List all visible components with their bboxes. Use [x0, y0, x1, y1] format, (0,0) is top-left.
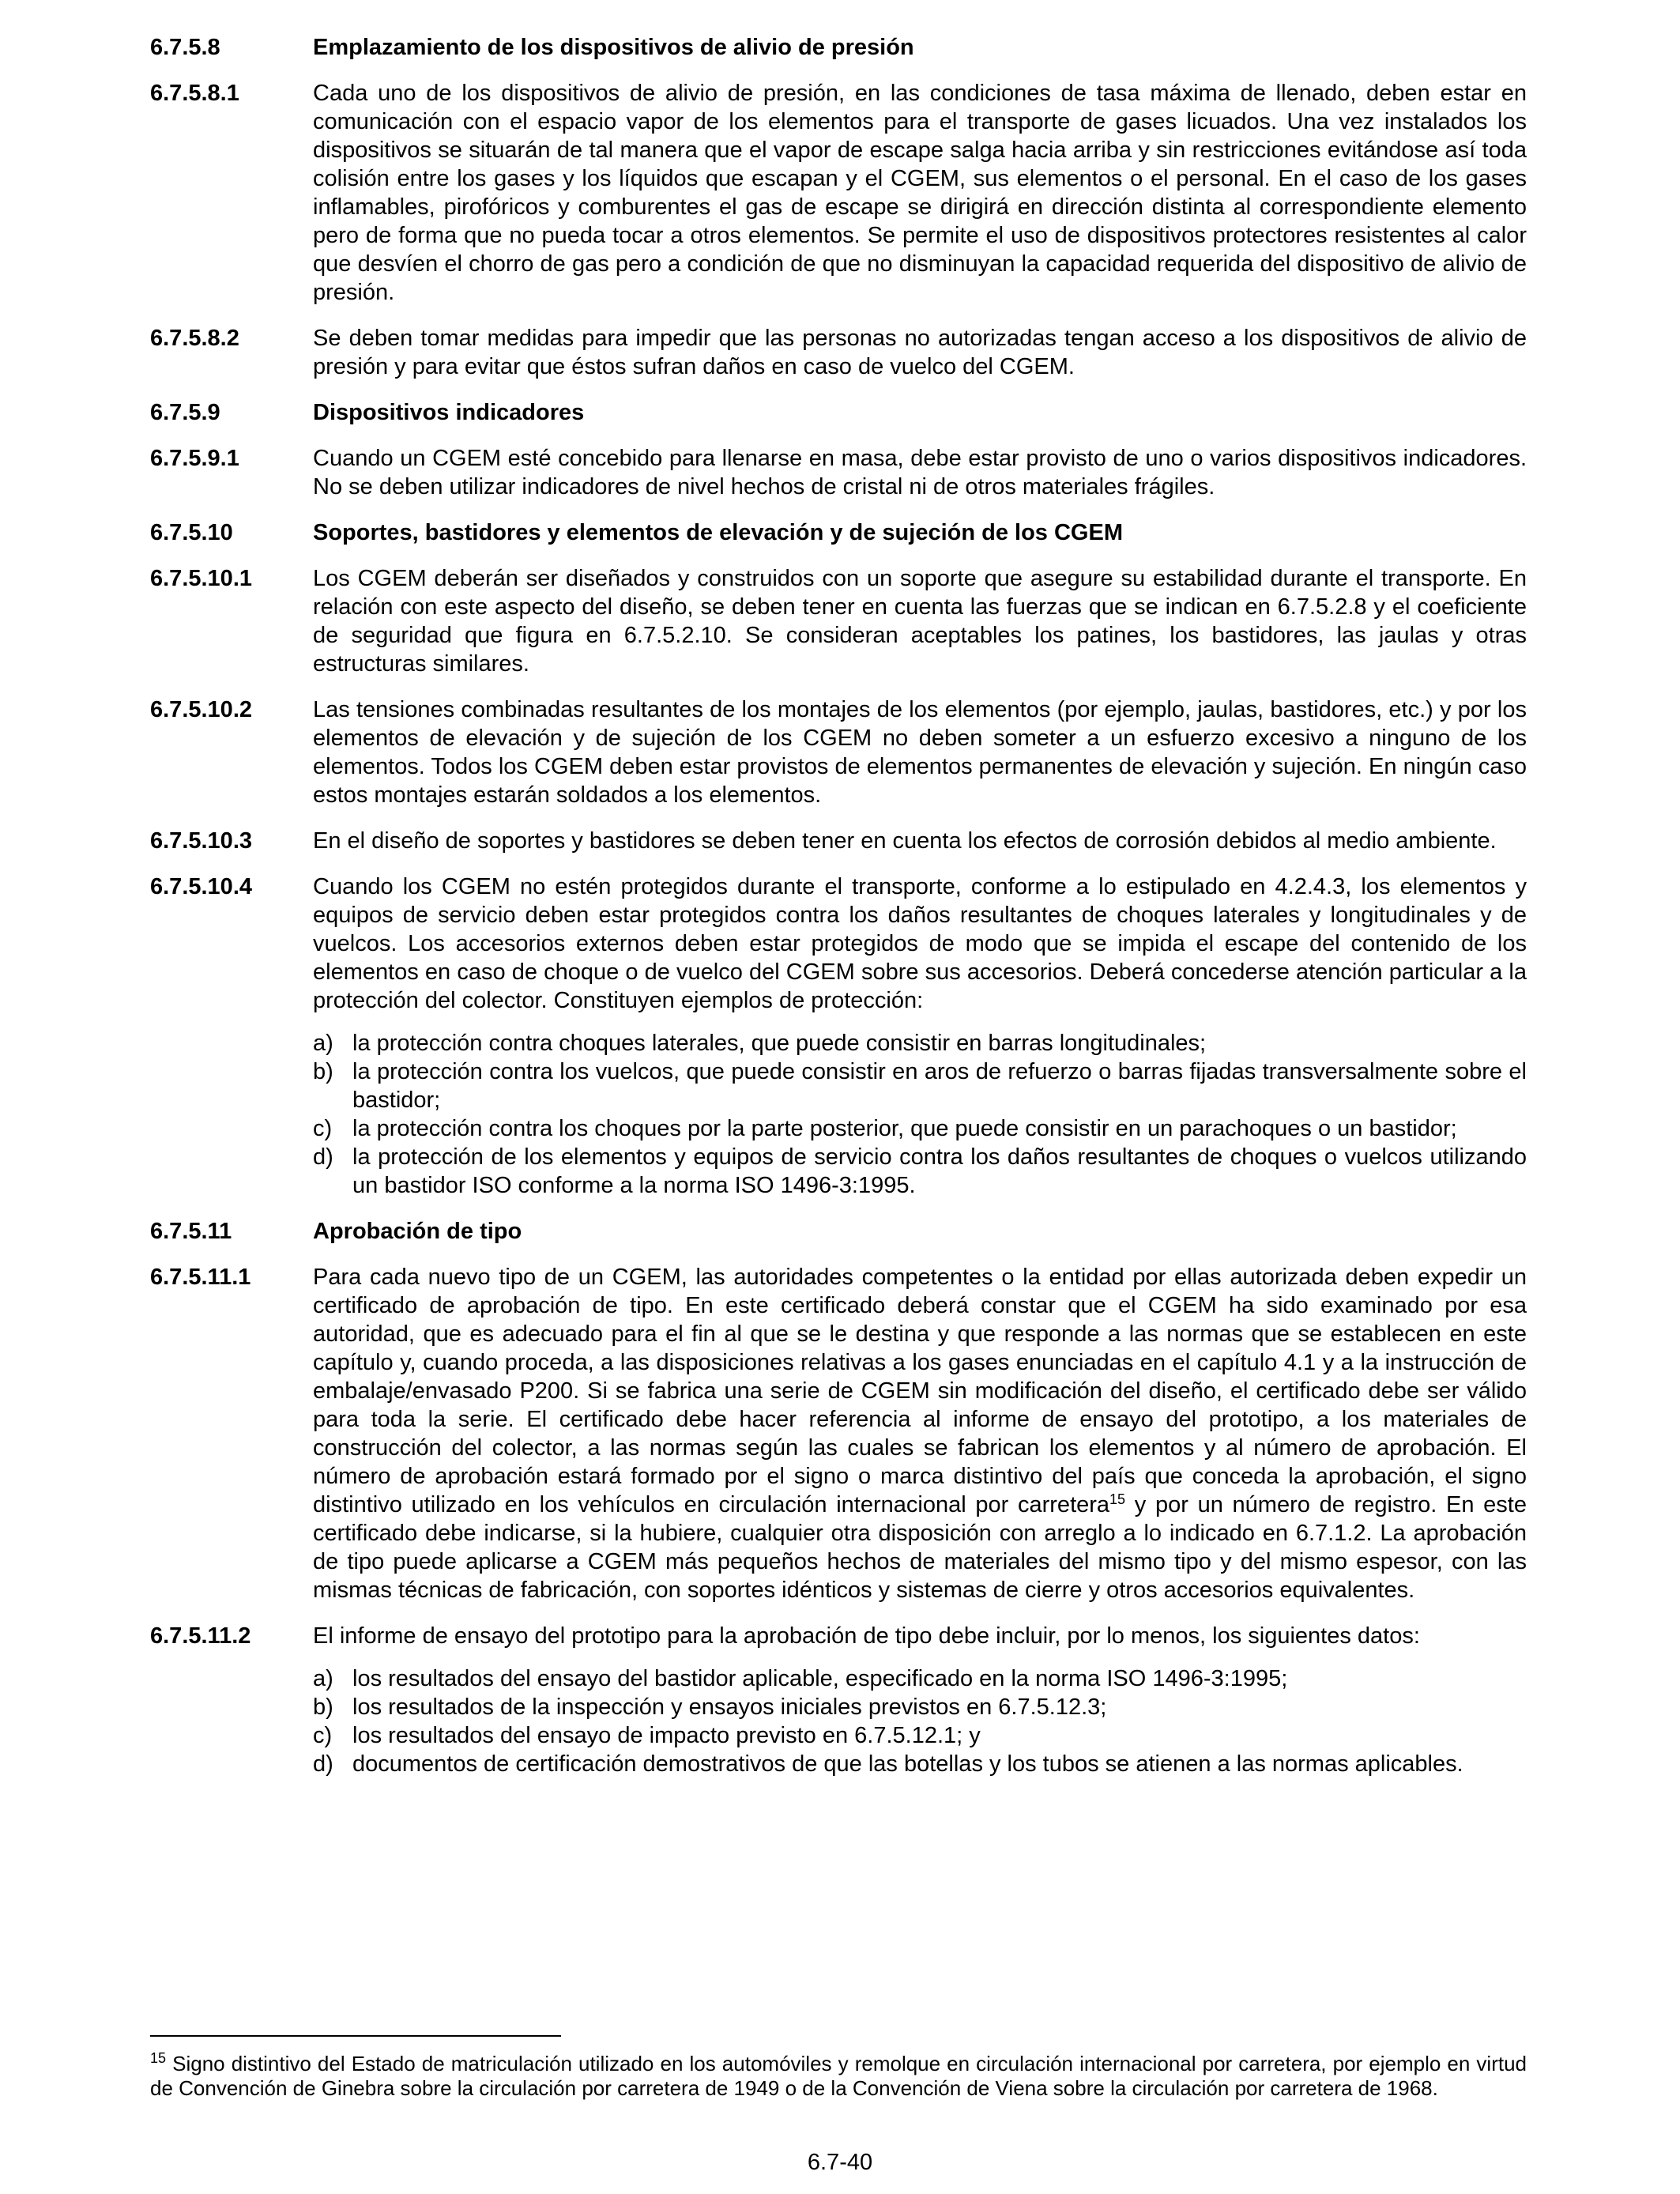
paragraph-text: Para cada nuevo tipo de un CGEM, las autoridades competentes o la entidad por ellas autorizada deben expedir un certificado de aprobación de tipo. En este certificado deberá constar que el CGEM ha sido examinado por esa autoridad, que es adecuado para el fin al que se le destina y que responde a las normas que se establecen en este capítulo y, cuando proceda, a las disposiciones relativas a los gases enunciadas en el capítulo 4.1 y a la instrucción de embalaje/envasado P200. Si se fabrica una serie de CGEM sin modificación del diseño, el certificado debe ser válido para toda la serie. El certificado debe hacer referencia al informe de ensayo del prototipo, a los materiales de construcción del colector, a las normas según las cuales se fabrican los elementos y al número de aprobación. El número de aprobación estará formado por el signo o marca distintivo del país que conceda la aprobación, el signo distintivo utilizado en los vehículos en circulación internacional por carretera	[313, 1265, 1527, 1517]
list-item-text: los resultados de la inspección y ensayos iniciales previstos en 6.7.5.12.3;	[352, 1695, 1107, 1720]
list-item-label: b)	[313, 1059, 333, 1084]
section-6-7-5-10-3	[150, 827, 1527, 855]
section-number: 6.7.5.9.1	[150, 446, 239, 471]
section-6-7-5-10-2	[150, 696, 1527, 809]
list-item-text: documentos de certificación demostrativos de que las botellas y los tubos se atienen a las normas aplicables.	[352, 1751, 1463, 1777]
section-6-7-5-11-2	[150, 1622, 1527, 1778]
section-6-7-5-8-2	[150, 324, 1527, 381]
section-body	[313, 873, 1527, 1200]
report-data-list	[313, 1664, 1527, 1778]
section-paragraph: En el diseño de soportes y bastidores se deben tener en cuenta los efectos de corrosión debidos al medio ambiente.	[313, 828, 1497, 854]
list-item-text: la protección contra los vuelcos, que puede consistir en aros de refuerzo o barras fijadas transversalmente sobre el bastidor;	[352, 1059, 1527, 1113]
footnote-separator	[150, 2035, 561, 2037]
section-heading: Dispositivos indicadores	[313, 400, 585, 425]
footnote-marker: 15	[150, 2050, 167, 2066]
section-6-7-5-8-1	[150, 79, 1527, 307]
section-paragraph: El informe de ensayo del prototipo para la aprobación de tipo debe incluir, por lo menos, los siguientes datos:	[313, 1623, 1420, 1649]
section-paragraph: Cuando un CGEM esté concebido para llenarse en masa, debe estar provisto de uno o varios dispositivos indicadores. No se deben utilizar indicadores de nivel hechos de cristal ni de otros materiales frágiles.	[313, 446, 1527, 499]
footnote	[150, 2052, 1527, 2101]
section-number: 6.7.5.8.2	[150, 326, 239, 351]
list-item-label: c)	[313, 1723, 333, 1748]
section-heading: Aprobación de tipo	[313, 1219, 522, 1244]
list-item	[313, 1057, 1527, 1114]
list-item-label: c)	[313, 1116, 333, 1141]
section-number: 6.7.5.9	[150, 400, 220, 425]
page-content	[150, 33, 1527, 1778]
section-number: 6.7.5.10.1	[150, 566, 252, 591]
section-paragraph: Las tensiones combinadas resultantes de los montajes de los elementos (por ejemplo, jaulas, bastidores, etc.) y por los elementos de elevación y de sujeción de los CGEM no deben someter a un esfuerzo excesivo a ninguno de los elementos. Todos los CGEM deben estar provistos de elementos permanentes de elevación y sujeción. En ningún caso estos montajes estarán soldados a los elementos.	[313, 697, 1527, 808]
list-item-text: la protección contra choques laterales, que puede consistir en barras longitudinales;	[352, 1031, 1207, 1056]
section-6-7-5-11-1	[150, 1263, 1527, 1604]
section-number: 6.7.5.10	[150, 520, 233, 545]
section-number: 6.7.5.11	[150, 1219, 232, 1244]
list-item	[313, 1750, 1527, 1778]
list-item	[313, 1114, 1527, 1143]
list-item	[313, 1029, 1527, 1057]
list-item-label: a)	[313, 1031, 333, 1056]
section-paragraph: Cuando los CGEM no estén protegidos durante el transporte, conforme a lo estipulado en 4.2.4.3, los elementos y equipos de servicio deben estar protegidos contra los daños resultantes de choques laterales y longitudinales y de vuelcos. Los accesorios externos deben estar protegidos de modo que se impida el escape del contenido de los elementos en caso de choque o de vuelco del CGEM sobre sus accesorios. Deberá concederse atención particular a la protección del colector. Constituyen ejemplos de protección:	[313, 874, 1527, 1013]
list-item-label: a)	[313, 1666, 333, 1691]
page-number: 6.7-40	[807, 2150, 873, 2175]
section-6-7-5-10-1	[150, 564, 1527, 678]
list-item-text: los resultados del ensayo de impacto previsto en 6.7.5.12.1; y	[352, 1723, 981, 1748]
section-heading: Soportes, bastidores y elementos de elevación y de sujeción de los CGEM	[313, 520, 1123, 545]
footnote-text: Signo distintivo del Estado de matriculación utilizado en los automóviles y remolque en circulación internacional por carretera, por ejemplo en virtud de Convención de Ginebra sobre la circulación por carretera de 1949 o de la Convención de Viena sobre la circulación por carretera de 1968.	[150, 2052, 1527, 2100]
footnote-reference[interactable]: 15	[1109, 1491, 1126, 1507]
list-item	[313, 1664, 1527, 1693]
section-body	[313, 1622, 1527, 1778]
list-item-text: la protección de los elementos y equipos de servicio contra los daños resultantes de choques o vuelcos utilizando un bastidor ISO conforme a la norma ISO 1496-3:1995.	[352, 1144, 1527, 1198]
section-number: 6.7.5.11.1	[150, 1265, 251, 1290]
protection-examples-list	[313, 1029, 1527, 1200]
list-item	[313, 1721, 1527, 1750]
section-number: 6.7.5.8.1	[150, 81, 239, 106]
section-paragraph: Los CGEM deberán ser diseñados y construidos con un soporte que asegure su estabilidad durante el transporte. En relación con este aspecto del diseño, se deben tener en cuenta las fuerzas que se indican en 6.7.5.2.8 y el coeficiente de seguridad que figura en 6.7.5.2.10. Se consideran aceptables los patines, los bastidores, las jaulas y otras estructuras similares.	[313, 566, 1527, 677]
section-number: 6.7.5.10.3	[150, 828, 252, 854]
list-item-label: d)	[313, 1751, 333, 1777]
paragraph-text-continued: y por un número de registro. En este certificado debe indicarse, si la hubiere, cualquier otra disposición con arreglo a lo indicado en 6.7.1.2. La aprobación de tipo puede aplicarse a CGEM más pequeños hechos de materiales del mismo tipo y del mismo espesor, con las mismas técnicas de fabricación, con soportes idénticos y sistemas de cierre y otros accesorios equivalentes.	[313, 1492, 1527, 1603]
list-item-text: los resultados del ensayo del bastidor aplicable, especificado en la norma ISO 1496-3:1995;	[352, 1666, 1288, 1691]
section-number: 6.7.5.10.4	[150, 874, 252, 899]
list-item-text: la protección contra los choques por la parte posterior, que puede consistir en un parachoques o un bastidor;	[352, 1116, 1457, 1141]
section-6-7-5-9-1	[150, 444, 1527, 501]
section-number: 6.7.5.8	[150, 35, 220, 60]
list-item-label: b)	[313, 1695, 333, 1720]
list-item	[313, 1143, 1527, 1200]
section-heading: Emplazamiento de los dispositivos de alivio de presión	[313, 35, 914, 60]
section-paragraph	[313, 1263, 1527, 1604]
section-number: 6.7.5.11.2	[150, 1623, 251, 1649]
section-number: 6.7.5.10.2	[150, 697, 252, 722]
section-6-7-5-8	[150, 33, 1527, 62]
section-6-7-5-10	[150, 518, 1527, 547]
section-paragraph: Se deben tomar medidas para impedir que las personas no autorizadas tengan acceso a los dispositivos de alivio de presión y para evitar que éstos sufran daños en caso de vuelco del CGEM.	[313, 326, 1527, 379]
section-paragraph: Cada uno de los dispositivos de alivio de presión, en las condiciones de tasa máxima de llenado, deben estar en comunicación con el espacio vapor de los elementos para el transporte de gases licuados. Una vez instalados los dispositivos se situarán de tal manera que el vapor de escape salga hacia arriba y sin restricciones evitándose así toda colisión entre los gases y los líquidos que escapan y el CGEM, sus elementos o el personal. En el caso de los gases inflamables, pirofóricos y comburentes el gas de escape se dirigirá en dirección distinta al correspondiente elemento pero de forma que no pueda tocar a otros elementos. Se permite el uso de dispositivos protectores resistentes al calor que desvíen el chorro de gas pero a condición de que no disminuyan la capacidad requerida del dispositivo de alivio de presión.	[313, 81, 1527, 305]
section-6-7-5-9	[150, 398, 1527, 427]
section-6-7-5-11	[150, 1217, 1527, 1246]
list-item	[313, 1693, 1527, 1721]
list-item-label: d)	[313, 1144, 333, 1170]
section-6-7-5-10-4	[150, 873, 1527, 1200]
